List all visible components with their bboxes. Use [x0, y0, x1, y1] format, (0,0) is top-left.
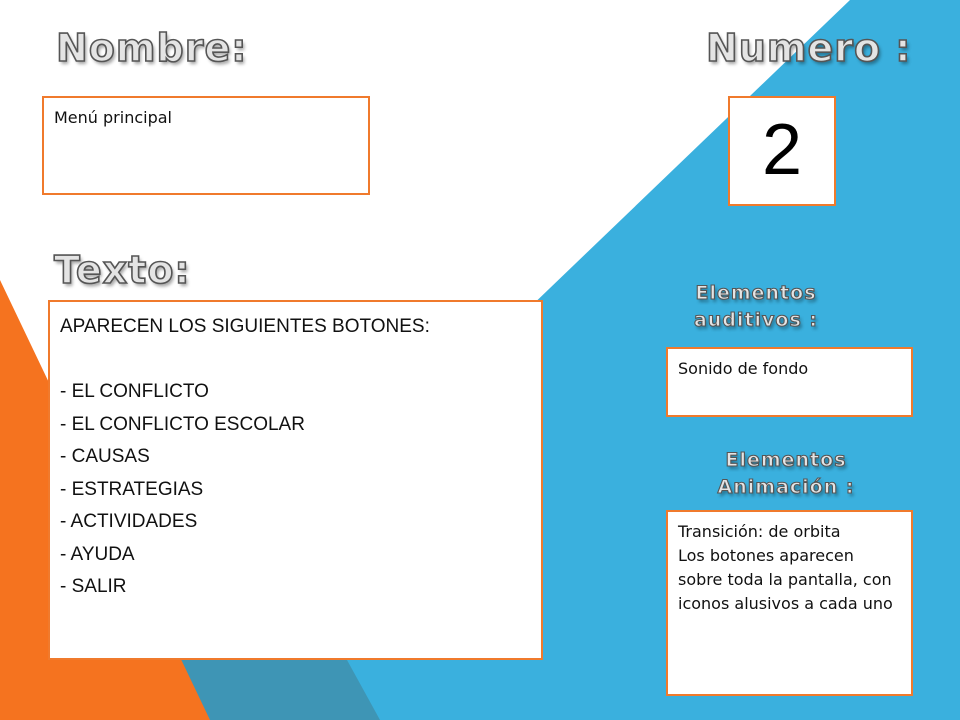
numero-box — [728, 96, 836, 206]
texto-spacer — [60, 344, 531, 377]
texto-item: - EL CONFLICTO ESCOLAR — [60, 413, 305, 435]
animacion-transition — [678, 520, 901, 544]
texto-intro: APARECEN LOS SIGUIENTES BOTONES: — [60, 316, 430, 337]
texto-item: - EL CONFLICTO — [60, 381, 209, 402]
texto-box — [48, 300, 543, 660]
nombre-value: Menú principal — [54, 108, 172, 127]
auditivos-heading: Elementos auditivos : — [693, 282, 819, 331]
texto-item: - CAUSAS — [60, 446, 150, 467]
nombre-box — [42, 96, 370, 195]
nombre-heading: Nombre: — [56, 26, 248, 70]
animacion-box — [666, 510, 913, 696]
animacion-label: Transición: — [678, 522, 764, 541]
animacion-description: Los botones aparecen sobre toda la pantalla, con iconos alusivos a cada uno — [678, 546, 893, 613]
numero-value: 2 — [761, 110, 803, 190]
auditivos-box — [666, 347, 913, 417]
animacion-heading: Elementos Animación : — [717, 449, 855, 498]
texto-item: - AYUDA — [60, 543, 135, 565]
animacion-type: de orbita — [763, 522, 841, 541]
texto-item: - ESTRATEGIAS — [60, 478, 204, 500]
texto-item: - SALIR — [60, 576, 127, 597]
texto-heading: Texto: — [54, 248, 191, 292]
numero-heading: Numero : — [706, 26, 912, 70]
texto-item: - ACTIVIDADES — [60, 511, 198, 532]
auditivos-value: Sonido de fondo — [678, 359, 809, 378]
